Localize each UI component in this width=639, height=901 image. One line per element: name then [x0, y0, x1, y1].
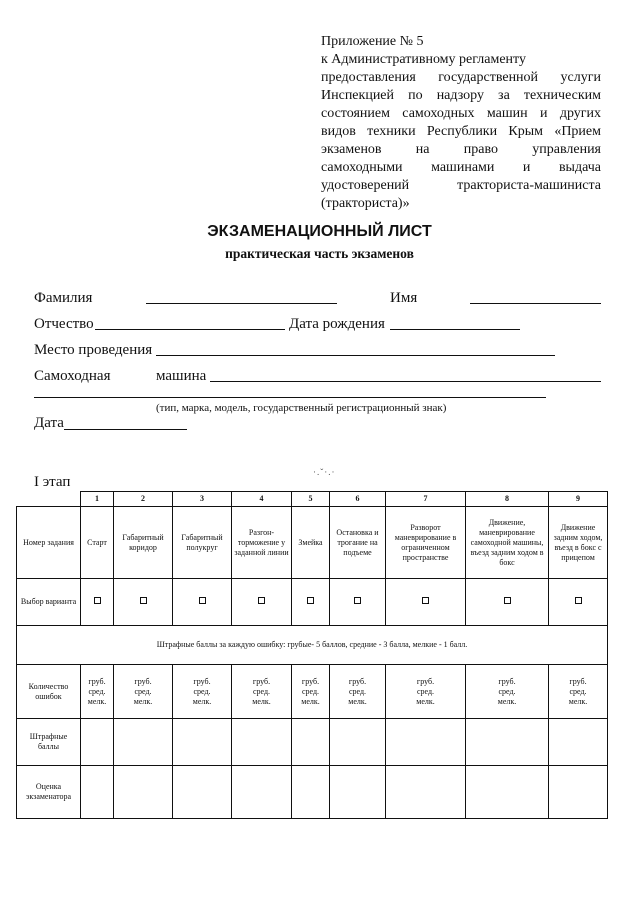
variant-checkbox[interactable]	[199, 597, 206, 604]
error-type-gross: груб.	[348, 676, 367, 686]
birth-date-label: Дата рождения	[289, 316, 385, 332]
task-name: Движение, маневрирование самоходной машины, въезд задним ходом в бокс	[466, 507, 549, 579]
error-types-cell[interactable]	[173, 665, 232, 719]
task-name: Движение задним ходом, въезд в бокс с прицепом	[549, 507, 608, 579]
error-type-medium: сред.	[416, 686, 435, 696]
error-type-gross: груб.	[134, 676, 152, 686]
penalty-cell[interactable]	[292, 719, 330, 766]
task-number: 7	[386, 492, 466, 507]
error-types-cell[interactable]	[466, 665, 549, 719]
error-type-minor: мелк.	[133, 696, 153, 706]
document-subtitle: практическая часть экзаменов	[225, 246, 414, 261]
patronymic-label: Отчество	[34, 316, 94, 332]
task-number: 8	[466, 492, 549, 507]
task-number: 2	[114, 492, 173, 507]
error-type-minor: мелк.	[87, 696, 107, 706]
variant-cell	[114, 579, 173, 626]
error-types-cell[interactable]	[232, 665, 292, 719]
error-types-cell[interactable]	[330, 665, 386, 719]
evaluation-cell[interactable]	[466, 766, 549, 819]
variant-checkbox[interactable]	[504, 597, 511, 604]
penalty-cell[interactable]	[386, 719, 466, 766]
penalty-score-row	[17, 719, 608, 766]
error-type-medium: сред.	[498, 686, 516, 696]
row-label-task-number: Номер задания	[17, 507, 81, 579]
penalty-cell[interactable]	[330, 719, 386, 766]
birth-date-field[interactable]	[390, 329, 520, 330]
error-type-gross: груб.	[569, 676, 587, 686]
error-types-cell[interactable]	[114, 665, 173, 719]
task-number: 1	[81, 492, 114, 507]
evaluation-cell[interactable]	[386, 766, 466, 819]
exam-table	[16, 491, 608, 819]
surname-field[interactable]	[146, 303, 337, 304]
variant-checkbox[interactable]	[575, 597, 582, 604]
task-name: Остановка и трогание на подъеме	[330, 507, 386, 579]
task-number: 9	[549, 492, 608, 507]
machine-label-2: машина	[156, 368, 207, 384]
evaluation-cell[interactable]	[330, 766, 386, 819]
variant-cell	[81, 579, 114, 626]
appendix-line: удостоверений тракториста-машиниста	[321, 178, 601, 193]
name-label: Имя	[390, 290, 418, 306]
appendix-line: экзаменов на право управления	[321, 142, 601, 157]
task-number: 3	[173, 492, 232, 507]
row-label-penalty: Штрафные баллы	[17, 719, 81, 766]
row-label-evaluation: Оценка экзаменатора	[17, 766, 81, 819]
variant-checkbox[interactable]	[258, 597, 265, 604]
appendix-line: предоставления государственной услуги	[321, 70, 601, 85]
scan-smudge: ·.ˇ·.·	[313, 467, 336, 477]
appendix-line: состоянием самоходных машин и других	[321, 106, 601, 121]
date-label: Дата	[34, 415, 64, 431]
surname-label: Фамилия	[34, 290, 93, 306]
error-type-minor: мелк.	[348, 696, 367, 706]
error-type-medium: сред.	[569, 686, 587, 696]
task-name: Змейка	[292, 507, 330, 579]
stage-label: I этап	[34, 474, 71, 490]
penalty-cell[interactable]	[549, 719, 608, 766]
error-type-minor: мелк.	[192, 696, 212, 706]
error-type-gross: груб.	[498, 676, 516, 686]
task-name: Габаритный полукруг	[173, 507, 232, 579]
error-count-row	[17, 665, 608, 719]
evaluation-cell[interactable]	[173, 766, 232, 819]
evaluation-row	[17, 766, 608, 819]
evaluation-cell[interactable]	[114, 766, 173, 819]
variant-row	[17, 579, 608, 626]
task-name: Габаритный коридор	[114, 507, 173, 579]
machine-field[interactable]	[210, 381, 601, 382]
variant-cell	[330, 579, 386, 626]
appendix-line: видов техники Республики Крым «Прием	[321, 124, 601, 139]
machine-field-continued[interactable]	[34, 397, 546, 398]
error-type-minor: мелк.	[252, 696, 271, 706]
row-label-error-count: Количество ошибок	[17, 665, 81, 719]
error-type-gross: груб.	[88, 676, 106, 686]
variant-checkbox[interactable]	[354, 597, 361, 604]
place-field[interactable]	[156, 355, 555, 356]
task-number: 4	[232, 492, 292, 507]
variant-cell	[232, 579, 292, 626]
variant-cell	[549, 579, 608, 626]
document-title: ЭКЗАМЕНАЦИОННЫЙ ЛИСТ	[207, 223, 432, 240]
error-type-medium: сред.	[88, 686, 106, 696]
error-type-gross: груб.	[252, 676, 271, 686]
variant-cell	[466, 579, 549, 626]
machine-label-1: Самоходная	[34, 368, 111, 384]
error-type-gross: груб.	[193, 676, 211, 686]
place-label: Место проведения	[34, 342, 153, 358]
row-label-variant: Выбор варианта	[17, 579, 81, 626]
variant-checkbox[interactable]	[140, 597, 147, 604]
evaluation-cell[interactable]	[292, 766, 330, 819]
evaluation-cell[interactable]	[549, 766, 608, 819]
task-name: Разворот маневрирование в ограниченном пространстве	[386, 507, 466, 579]
error-type-gross: груб.	[416, 676, 435, 686]
evaluation-cell[interactable]	[81, 766, 114, 819]
variant-cell	[173, 579, 232, 626]
penalty-note: Штрафные баллы за каждую ошибку: грубые- 5 баллов, средние - 3 балла, мелкие - 1 балл.	[17, 626, 608, 665]
date-field[interactable]	[64, 429, 187, 430]
name-field[interactable]	[470, 303, 601, 304]
variant-cell	[386, 579, 466, 626]
error-type-medium: сред.	[301, 686, 320, 696]
corner-cell	[17, 492, 81, 507]
task-name: Старт	[81, 507, 114, 579]
penalty-cell[interactable]	[232, 719, 292, 766]
appendix-line: (тракториста)»	[321, 196, 410, 211]
patronymic-field[interactable]	[95, 329, 285, 330]
task-number-row	[17, 492, 608, 507]
evaluation-cell[interactable]	[232, 766, 292, 819]
error-type-medium: сред.	[348, 686, 367, 696]
error-types-cell[interactable]	[386, 665, 466, 719]
penalty-cell[interactable]	[81, 719, 114, 766]
appendix-block	[321, 33, 601, 213]
appendix-line: самоходными машинами и выдача	[321, 160, 601, 175]
error-type-minor: мелк.	[301, 696, 320, 706]
task-number: 6	[330, 492, 386, 507]
penalty-note-row	[17, 626, 608, 665]
error-type-gross: груб.	[301, 676, 320, 686]
error-type-medium: сред.	[193, 686, 211, 696]
error-types-cell[interactable]	[549, 665, 608, 719]
error-type-minor: мелк.	[416, 696, 435, 706]
variant-checkbox[interactable]	[422, 597, 429, 604]
error-types-cell[interactable]	[81, 665, 114, 719]
task-number: 5	[292, 492, 330, 507]
appendix-line: к Административному регламенту	[321, 52, 526, 67]
appendix-line: Приложение № 5	[321, 34, 424, 49]
machine-hint: (тип, марка, модель, государственный регистрационный знак)	[156, 402, 447, 414]
penalty-cell[interactable]	[173, 719, 232, 766]
error-type-minor: мелк.	[568, 696, 588, 706]
penalty-cell[interactable]	[466, 719, 549, 766]
variant-cell	[292, 579, 330, 626]
appendix-line: Инспекцией по надзору за техническим	[321, 88, 601, 103]
penalty-cell[interactable]	[114, 719, 173, 766]
task-name: Разгон-торможение у заданной линии	[232, 507, 292, 579]
error-type-medium: сред.	[134, 686, 152, 696]
error-type-medium: сред.	[252, 686, 271, 696]
task-name-row	[17, 507, 608, 579]
variant-checkbox[interactable]	[307, 597, 314, 604]
error-types-cell[interactable]	[292, 665, 330, 719]
variant-checkbox[interactable]	[94, 597, 101, 604]
error-type-minor: мелк.	[497, 696, 517, 706]
